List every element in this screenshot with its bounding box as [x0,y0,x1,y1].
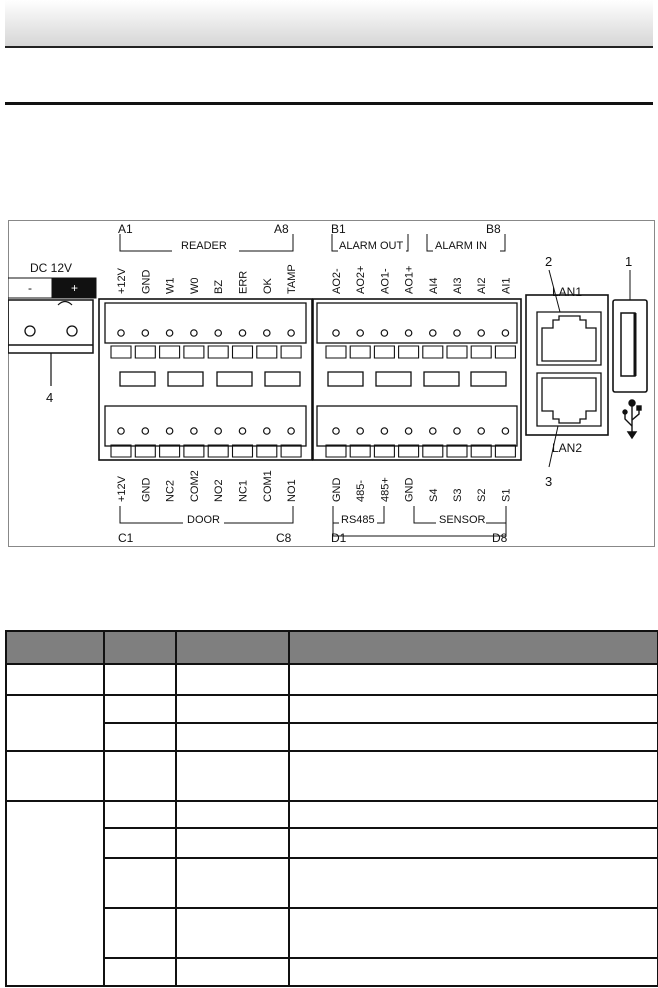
terminal-latch [471,346,491,358]
alarm-end: B8 [486,222,501,236]
terminal-latch [111,346,131,358]
pin-label: S4 [427,488,440,502]
pin-label: +12V [116,268,128,294]
terminal-hole [357,428,363,434]
table-cell [176,801,289,828]
terminal-hole [333,330,339,336]
usb-icon [623,400,641,438]
table-row [6,801,658,828]
terminal-hole [454,330,460,336]
table-row [6,723,658,751]
terminal-latch [208,445,228,457]
table-cell [6,664,104,695]
pin-label: AO1- [379,268,392,294]
table-cell [104,858,176,908]
table-cell [289,858,658,908]
table-cell [289,958,658,986]
table-row [6,828,658,858]
table-cell [104,958,176,986]
terminal-latch [233,346,253,358]
terminal-hole [430,428,436,434]
terminal-hole [454,428,460,434]
pin-label: AI2 [476,277,489,294]
terminal-latch [160,346,180,358]
table-cell [104,908,176,958]
spec-table [5,630,658,987]
pin-label: W1 [164,277,177,294]
terminal-hole [166,330,172,336]
terminal-latch [423,445,443,457]
table-cell [176,723,289,751]
section-divider [5,102,653,105]
pin-label: GND [140,477,153,502]
power-screw-right [67,326,77,336]
pin-label: S2 [476,488,489,502]
pin-label: 485+ [379,477,392,502]
terminal-hole [142,330,148,336]
pin-label: OK [261,278,274,294]
table-cell [176,958,289,986]
sensor-label: SENSOR [439,514,486,526]
terminal-latch [326,445,346,457]
terminal-hole [166,428,172,434]
pin-label: BZ [213,279,226,294]
pin-label: TAMP [286,264,299,294]
door-start: C1 [118,531,134,545]
terminal-hole [239,330,245,336]
alarm-sensor-terminal [313,299,521,460]
pin-label: S1 [500,488,513,502]
terminal-hole [405,330,411,336]
terminal-latch [447,346,467,358]
pin-label: W0 [188,277,201,294]
pin-label: AI3 [452,277,464,294]
table-header-cell [104,631,176,664]
power-terminal-notch [58,302,72,306]
terminal-latch [350,346,370,358]
reader-end: A8 [274,222,289,236]
table-cell [104,695,176,723]
alarm-in-label: ALARM IN [435,240,487,252]
sensor-end: D8 [492,531,508,545]
pin-label: COM1 [261,470,274,502]
table-cell [6,751,104,801]
terminal-latch [184,445,204,457]
power-terminal-block [8,300,93,353]
table-cell [176,908,289,958]
power-label: DC 12V [30,261,73,275]
pin-label: 485- [355,479,368,502]
pin-label: AO2- [331,268,343,294]
terminal-hole [357,330,363,336]
table-row [6,664,658,695]
pin-label: NC2 [164,479,177,502]
table-cell [104,723,176,751]
terminal-latch [423,346,443,358]
terminal-latch [111,445,131,457]
pin-label: ERR [237,270,250,294]
table-cell [176,828,289,858]
terminal-hole [215,330,221,336]
table-cell [176,695,289,723]
pin-label: AI1 [500,277,513,294]
lan-ports [526,295,608,435]
terminal-hole [502,428,508,434]
table-row [6,908,658,958]
lan1-label: LAN1 [552,285,583,299]
terminal-hole [191,330,197,336]
table-cell [289,695,658,723]
power-plus-label: + [71,281,79,295]
table-cell [6,695,104,751]
terminal-latch [350,445,370,457]
terminal-latch [281,346,301,358]
lan2-callout: 3 [545,474,553,489]
table-cell [289,828,658,858]
terminal-hole [264,428,270,434]
usb-callout: 1 [625,254,633,269]
terminal-latch [399,445,419,457]
lan1-callout: 2 [545,254,553,269]
rs485-label: RS485 [341,514,375,526]
table-header-cell [176,631,289,664]
table-header-row [6,631,658,664]
terminal-hole [502,330,508,336]
terminal-hole [288,330,294,336]
terminal-hole [381,330,387,336]
terminal-hole [142,428,148,434]
table-cell [176,858,289,908]
pin-label: GND [403,477,416,502]
terminal-latch [471,445,491,457]
terminal-hole [191,428,197,434]
terminal-hole [239,428,245,434]
usb-port [613,300,647,392]
terminal-hole [288,428,294,434]
terminal-hole [478,428,484,434]
table-cell [289,751,658,801]
terminal-hole [405,428,411,434]
pin-label: NO2 [213,479,226,502]
table-cell [104,751,176,801]
terminal-latch [233,445,253,457]
terminal-latch [374,445,394,457]
power-screw-left [25,326,35,336]
terminal-latch [184,346,204,358]
terminal-latch [135,346,155,358]
table-cell [176,664,289,695]
terminal-latch [374,346,394,358]
table-cell [289,801,658,828]
table-row [6,695,658,723]
reader-start: A1 [118,222,133,236]
alarm-out-label: ALARM OUT [339,240,404,252]
terminal-hole [118,428,124,434]
terminal-hole [430,330,436,336]
pin-label: AO2+ [355,265,368,294]
terminal-latch [326,346,346,358]
table-header-cell [6,631,104,664]
terminal-latch [495,445,515,457]
pin-label: AO1+ [403,265,416,294]
pin-label: GND [331,477,343,502]
table-cell [176,751,289,801]
table-cell [289,908,658,958]
sensor-start: D1 [331,531,347,545]
pin-label: COM2 [188,470,201,502]
terminal-latch [208,346,228,358]
reader-door-terminal [99,299,312,460]
terminal-latch [447,445,467,457]
pin-label: S3 [452,488,464,502]
table-row [6,858,658,908]
terminal-hole [333,428,339,434]
terminal-latch [495,346,515,358]
pin-label: NC1 [237,479,250,502]
table-cell [6,801,104,986]
terminal-latch [257,346,277,358]
power-callout: 4 [46,390,54,405]
terminal-hole [478,330,484,336]
power-minus-label: - [28,281,32,295]
terminal-hole [381,428,387,434]
terminal-latch [135,445,155,457]
pin-label: GND [140,269,153,294]
terminal-latch [257,445,277,457]
table-row [6,958,658,986]
door-end: C8 [276,531,292,545]
terminal-latch [160,445,180,457]
table-cell [104,664,176,695]
terminal-latch [281,445,301,457]
door-label: DOOR [187,514,220,526]
table-cell [289,723,658,751]
lan2-label: LAN2 [552,441,583,455]
terminal-hole [215,428,221,434]
terminal-latch [399,346,419,358]
reader-label: READER [181,240,227,252]
pin-label: AI4 [427,277,440,294]
terminal-hole [264,330,270,336]
page-header-bar [5,0,653,48]
table-row [6,751,658,801]
wiring-diagram [8,220,655,547]
pin-label: NO1 [286,479,299,502]
table-cell [289,664,658,695]
pin-label: +12V [116,476,128,502]
terminal-hole [118,330,124,336]
table-cell [104,801,176,828]
table-header-cell [289,631,658,664]
alarm-start: B1 [331,222,346,236]
table-cell [104,828,176,858]
